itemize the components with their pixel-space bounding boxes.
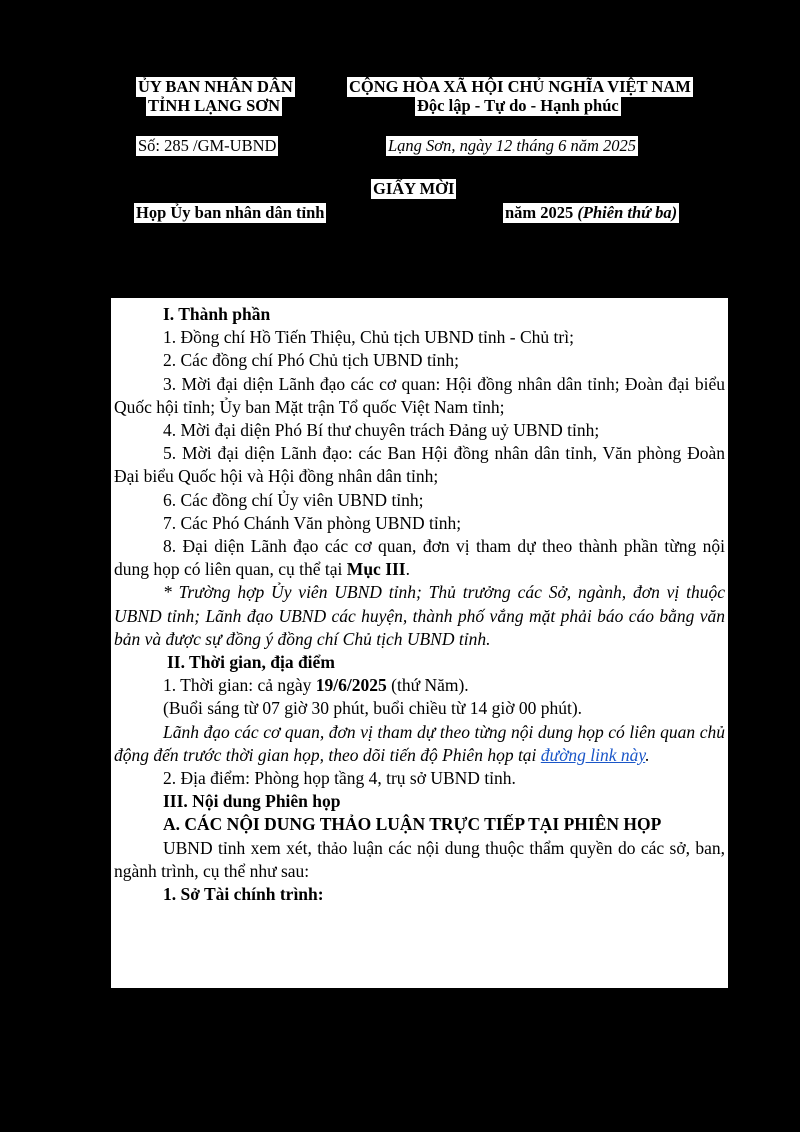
issuing-org-line1: ỦY BAN NHÂN DÂN [138, 77, 293, 96]
document-title: GIẤY MỜI [373, 179, 455, 198]
progress-link[interactable]: đường link này [540, 744, 646, 765]
agenda-part-a-intro: UBND tỉnh xem xét, thảo luận các nội dung thuộc thẩm quyền do các sở, ban, ngành trình, cụ thể như sau: [114, 837, 725, 881]
time-prefix: 1. Thời gian: cả ngày [163, 675, 316, 696]
section-agenda-title: III. Nội dung Phiên họp [163, 791, 341, 812]
item8-text: 8. Đại diện Lãnh đạo các cơ quan, đơn vị tham dự theo thành phần từng nội dung họp có liên quan, cụ thể tại [114, 536, 725, 580]
national-motto: Độc lập - Tự do - Hạnh phúc [417, 96, 619, 115]
meeting-location: 2. Địa điểm: Phòng họp tầng 4, trụ sở UBND tỉnh. [163, 768, 516, 789]
participant-item-8 [114, 535, 725, 581]
participant-item-3: 3. Mời đại diện Lãnh đạo các cơ quan: Hội đồng nhân dân tỉnh; Đoàn đại biểu Quốc hội tỉnh; Ủy ban Mặt trận Tổ quốc Việt Nam tỉnh; [114, 373, 725, 417]
invitation-body [111, 298, 728, 988]
attendance-note-text: Lãnh đạo các cơ quan, đơn vị tham dự theo từng nội dung họp có liên quan chủ động đến trước thời gian họp, theo dõi tiến độ Phiên họp tại [114, 721, 725, 765]
item8-section-ref: Mục III [346, 559, 406, 580]
time-suffix: (thứ Năm). [386, 675, 469, 696]
meeting-date: 19/6/2025 [315, 675, 387, 696]
meeting-time [114, 674, 725, 697]
issuing-org-line2: TỈNH LẠNG SƠN [148, 96, 281, 115]
participant-item-4: 4. Mời đại diện Phó Bí thư chuyên trách Đảng uỷ UBND tỉnh; [163, 420, 600, 441]
place-and-date: Lạng Sơn, ngày 12 tháng 6 năm 2025 [388, 136, 637, 155]
document-number: Số: 285 /GM-UBND [138, 136, 277, 155]
agenda-part-a-title: A. CÁC NỘI DUNG THẢO LUẬN TRỰC TIẾP TẠI PHIÊN HỌP [163, 814, 662, 835]
participant-item-5: 5. Mời đại diện Lãnh đạo: các Ban Hội đồng nhân dân tỉnh, Văn phòng Đoàn Đại biểu Quốc hội và Hội đồng nhân dân tỉnh; [114, 443, 725, 487]
meeting-subtitle-left: Họp Ủy ban nhân dân tỉnh [136, 203, 325, 222]
section-time-place-title: II. Thời gian, địa điểm [167, 652, 335, 673]
participant-item-7: 7. Các Phó Chánh Văn phòng UBND tỉnh; [163, 512, 462, 533]
section-participants-title: I. Thành phần [163, 304, 271, 324]
participant-item-6: 6. Các đồng chí Ủy viên UBND tỉnh; [163, 489, 424, 510]
agenda-subsection-1-title: 1. Sở Tài chính trình: [163, 884, 324, 905]
item8-end: . [405, 559, 410, 580]
meeting-time-detail: (Buổi sáng từ 07 giờ 30 phút, buổi chiều từ 14 giờ 00 phút). [163, 698, 583, 719]
absence-note: * Trường hợp Ủy viên UBND tỉnh; Thủ trưởng các Sở, ngành, đơn vị thuộc UBND tỉnh; Lãnh đạo UBND các huyện, thành phố vắng mặt phải báo cáo bằng văn bản và được sự đồng ý đồng chí Chủ tịch UBND tỉnh. [114, 582, 725, 649]
subtitle-year: năm 2025 [505, 203, 578, 222]
national-title: CỘNG HÒA XÃ HỘI CHỦ NGHĨA VIỆT NAM [349, 77, 691, 96]
participant-item-2: 2. Các đồng chí Phó Chủ tịch UBND tỉnh; [163, 350, 460, 371]
meeting-subtitle-right [503, 203, 679, 223]
attendance-note [114, 721, 725, 767]
participant-item-1: 1. Đồng chí Hồ Tiến Thiệu, Chủ tịch UBND tỉnh - Chủ trì; [163, 327, 574, 348]
attendance-note-end: . [645, 744, 650, 765]
subtitle-session: (Phiên thứ ba) [577, 203, 678, 222]
